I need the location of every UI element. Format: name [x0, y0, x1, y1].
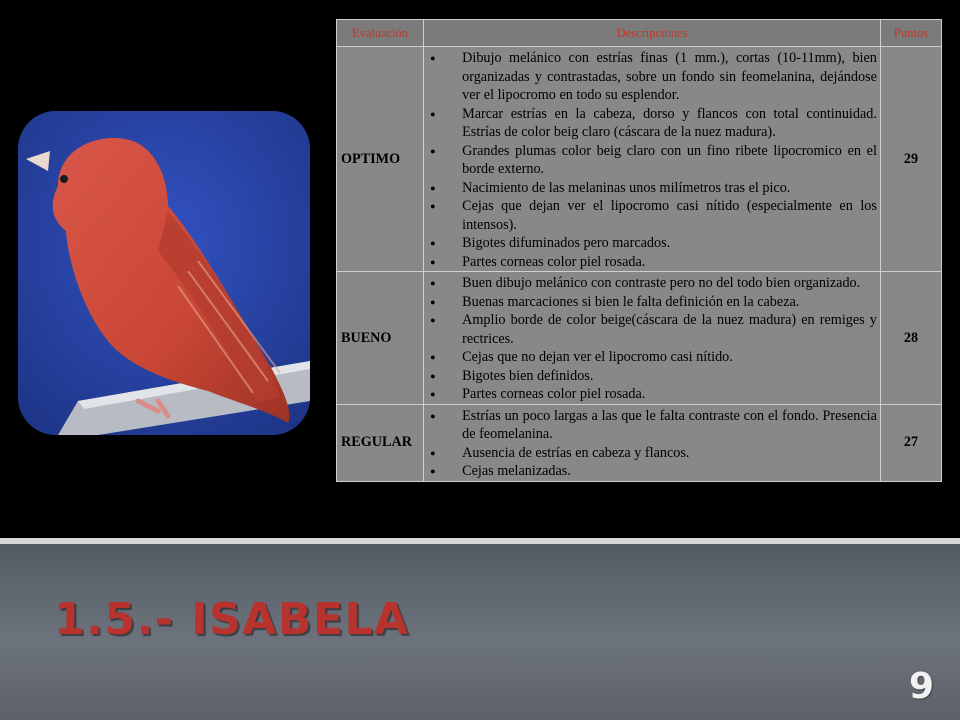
- table-header-row: [337, 20, 942, 47]
- list-item: ● Bigotes bien definidos.: [426, 367, 877, 386]
- list-item: ● Estrías un poco largas a las que le falta contraste con el fondo. Presencia de feomelanina.: [426, 407, 877, 444]
- points-value: 28: [880, 272, 941, 405]
- grade-label: REGULAR: [337, 404, 424, 481]
- canary-photo: [18, 111, 310, 435]
- list-item: ● Amplio borde de color beige(cáscara de la nuez madura) en remiges y rectrices.: [426, 311, 877, 348]
- list-item: ● Buen dibujo melánico con contraste pero no del todo bien organizado.: [426, 274, 877, 293]
- list-item: ● Ausencia de estrías en cabeza y flancos.: [426, 444, 877, 463]
- grade-label: BUENO: [337, 272, 424, 405]
- criteria-list: [424, 272, 880, 404]
- list-item: ● Cejas que no dejan ver el lipocromo casi nítido.: [426, 348, 877, 367]
- list-item: ● Dibujo melánico con estrías finas (1 mm.), cortas (10-11mm), bien organizadas y contrastadas, sobre un fondo sin feomelanina, dejándose ver el lipocromo en todo su esplendor.: [426, 49, 877, 105]
- list-item: ● Bigotes difuminados pero marcados.: [426, 234, 877, 253]
- page-number: 9: [908, 666, 934, 707]
- list-item: ● Cejas que dejan ver el lipocromo casi nítido (especialmente en los intensos).: [426, 197, 877, 234]
- list-item: ● Grandes plumas color beig claro con un fino ribete lipocromico en el borde externo.: [426, 142, 877, 179]
- points-value: 27: [880, 404, 941, 481]
- list-item: ● Nacimiento de las melaninas unos milímetros tras el pico.: [426, 179, 877, 198]
- table-row-optimo: [337, 47, 942, 272]
- grade-label: OPTIMO: [337, 47, 424, 272]
- list-item: ● Partes corneas color piel rosada.: [426, 253, 877, 272]
- points-value: 29: [880, 47, 941, 272]
- header-points: Puntos: [880, 20, 941, 47]
- criteria-list: [424, 47, 880, 271]
- list-item: ● Marcar estrías en la cabeza, dorso y flancos con total continuidad. Estrías de color beig claro (cáscara de la nuez madura).: [426, 105, 877, 142]
- description-cell: [424, 404, 881, 481]
- evaluation-table: [336, 19, 942, 482]
- header-evaluation: Evaluación: [337, 20, 424, 47]
- table-row-regular: [337, 404, 942, 481]
- list-item: ● Cejas melanizadas.: [426, 462, 877, 481]
- header-description: Descripciones: [424, 20, 881, 47]
- table-row-bueno: [337, 272, 942, 405]
- list-item: ● Buenas marcaciones si bien le falta definición en la cabeza.: [426, 293, 877, 312]
- description-cell: [424, 272, 881, 405]
- description-cell: [424, 47, 881, 272]
- slide-title: 1.5.- ISABELA: [54, 594, 410, 645]
- list-item: ● Partes corneas color piel rosada.: [426, 385, 877, 404]
- criteria-list: [424, 405, 880, 481]
